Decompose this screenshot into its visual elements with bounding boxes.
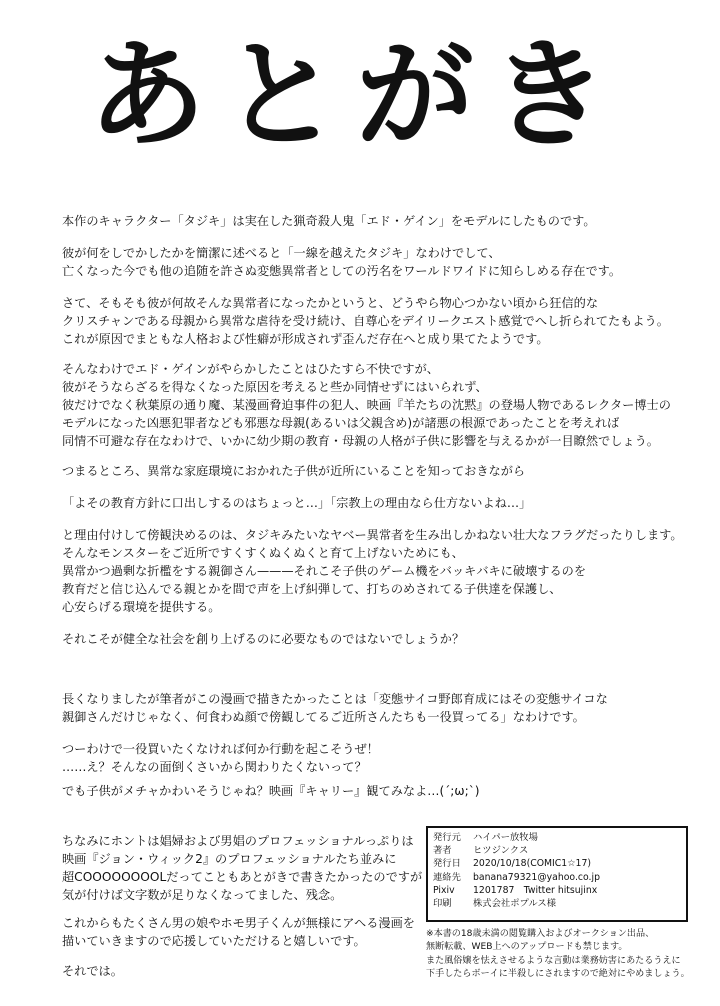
colophon-key: Pixiv [433,884,455,896]
paragraph-closing: これからもたくさん男の娘やホモ男子くんが無様にアヘる漫画を 描いていきますので応援していただけると嬉しいです。 [62,916,415,948]
paragraph-farewell: それでは。 [62,964,123,978]
paragraph-summary: 彼が何をしでかしたかを簡潔に述べると「一線を越えたタジキ」なわけでして、 亡くなった今でも他の追随を許さぬ変態異常者としての汚名をワールドワイドに知らしめる存在です。 [62,246,622,278]
colophon-row [433,884,681,897]
colophon-key: 発行元 [433,832,461,843]
colophon-box [426,826,688,922]
paragraph-by-the-way: ちなみにホントは娼婦および男娼のプロフェッショナルっぷりは 映画『ジョン・ウィック2』のプロフェッショナルたち並みに 超COOOOOOOOLだってこともあとがきで書きたかったのですが 気が付けば文字数が足りなくなってました、残念。 [62,834,423,902]
legal-notice: ※本書の18歳未満の閲覧購入およびオークション出品、 無断転載、WEB上へのアップロードも禁じます。 また風俗嬢を怯えさせるような言動は業務妨害にあたるうえに 下手したらボーイに半殺しにされますので絶対にやめましょう。 [426,929,690,980]
paragraph-call-to-action: つーわけで一役買いたくなければ何か行動を起こそうぜ！ ……え？そんなの面倒くさいから関わりたくないって？ [62,742,379,774]
page-title: あとがき [88,26,625,164]
paragraph-sympathy: そんなわけでエド・ゲインがやらかしたことはひたすら不快ですが、 彼がそうならざるを得なくなった原因を考えると些か同情せずにはいられず、 彼だけでなく秋葉原の通り魔、某漫画脅迫事件の犯人、映画『羊たちの沈黙』の登場人物であるレクター博士の モデルになった凶悪犯罪者なども邪悪な母親(あるいは父親含め)が諸悪の根源であったことを考えれば 同情不可避な存在なわけで、いかに幼少期の教育・母親の人格が子供に影響を与えるかが一目瞭然でしょう。 [62,362,671,448]
paragraph-healthy-society: それこそが健全な社会を創り上げるのに必要なものではないでしょうか？ [62,632,465,646]
colophon-value: banana79321@yahoo.co.jp [473,871,600,883]
colophon-key: 発行日 [433,858,461,870]
paragraph-warning: と理由付けして傍観決めるのは、タジキみたいなヤベー異常者を生み出しかねない壮大なフラグだったりします。 そんなモンスターをご近所ですくすくぬくぬくと育て上げないためにも、 異常かつ過剰な折檻をする親御さん———それこそ子供のゲーム機をバッキバキに破壊するのを 教育だと信じ込んでる親とかを間で声を上げ糾弾して、打ちのめされてる子供達を保護し、 心安らげる環境を提供する。 [62,528,683,614]
colophon-row [433,844,681,857]
colophon-value: 1201787 Twitter hitsujinx [473,884,598,896]
colophon-row [433,871,681,884]
paragraph-carrie: でも子供がメチャかわいそうじゃね？映画『キャリー』観てみなよ…(´;ω;`) [62,784,480,798]
colophon-row [433,857,681,870]
colophon-key: 連絡先 [433,871,461,883]
colophon-value: 株式会社ポプルス様 [473,898,557,910]
paragraph-message: 長くなりましたが筆者がこの漫画で描きたかったことは「変態サイコ野郎育成にはその変態サイコな 親御さんだけじゃなく、何食わぬ顔で傍観してるご近所さんたちも一役買ってる」なわけです。 [62,692,608,724]
colophon-value: ハイパー放牧場 [473,832,538,843]
colophon-key: 印刷 [433,898,452,910]
paragraph-model: 本作のキャラクター「タジキ」は実在した猟奇殺人鬼「エド・ゲイン」をモデルにしたものです。 [62,214,596,228]
colophon-row [433,897,681,910]
colophon-key: 著者 [433,845,452,857]
colophon-row [433,831,681,844]
paragraph-quote: 「よその教育方針に口出しするのはちょっと…」「宗教上の理由なら仕方ないよね…」 [62,496,532,510]
paragraph-background: さて、そもそも彼が何故そんな異常者になったかというと、どうやら物心つかない頃から狂信的な クリスチャンである母親から異常な虐待を受け続け、自尊心をデイリークエスト感覚でへし折られてたもよう。 これが原因でまともな人格および性癖が形成されず歪んだ存在へと成り果てたようです。 [62,296,669,346]
colophon-value: 2020/10/18(COMIC1☆17) [473,858,591,870]
colophon-value: ヒツジンクス [473,845,529,857]
paragraph-conclusion-intro: つまるところ、異常な家庭環境におかれた子供が近所にいることを知っておきながら [62,464,526,478]
